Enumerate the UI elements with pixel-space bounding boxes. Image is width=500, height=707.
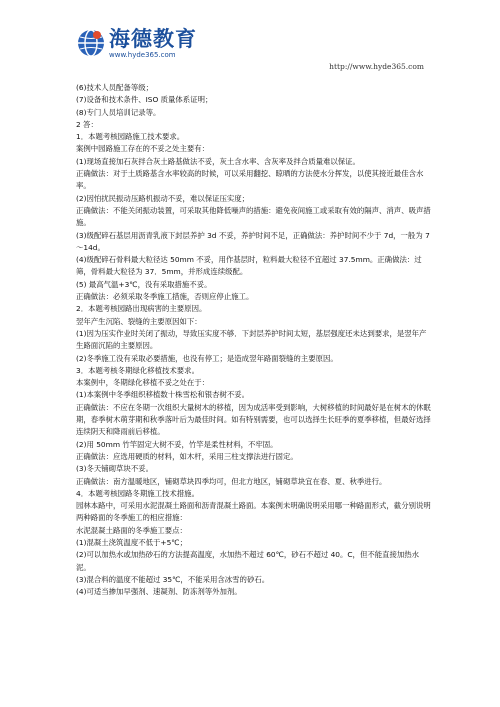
- site-url-link[interactable]: http://www.hyde365.com: [329, 62, 424, 71]
- text-line: (1)现场直接加石灰拌合灰土路基做法不妥，灰土含水率、含灰率及拌合质量难以保证。: [76, 156, 360, 166]
- text-line: (4)级配碎石骨料最大粒径达 50mm 不妥，用作基层时，粒料最大粒径不宜超过 37.5mm。正确做法：过筛，骨料最大粒径为 37．5mm，并形成连续级配。: [76, 255, 422, 277]
- text-line: (2)冬季施工没有采取必要措施，也没有停工；是造成翌年路面裂缝的主要原因。: [76, 353, 338, 363]
- document-body: [76, 82, 432, 598]
- text-line: 4．本题考核园路冬期施工技术措施。: [76, 488, 199, 498]
- text-line: (3)级配碎石基层用沥青乳液下封层养护 3d 不妥，养护时间不足，正确做法：养护时间不少于 7d，一般为 7～14d。: [76, 230, 430, 252]
- text-line: 正确做法：必须采取冬季施工措施，否则应停止施工。: [76, 292, 254, 302]
- text-line: 水泥混凝土路面的冬季施工要点：: [76, 525, 187, 535]
- text-line: 3．本题考核冬期绿化移植技术要求。: [76, 365, 199, 375]
- text-line: 园林本路中，可采用水泥混凝土路面和沥青混凝土路面。本案例未明确说明采用哪一种路面形式，截分别说明两种路面的冬季施工的相应措施：: [76, 501, 431, 523]
- text-line: (2)可以加热水或加热砂石的方法提高温度，水加热不超过 60℃，砂石不超过 40。C，但不能直接加热水泥。: [76, 550, 420, 572]
- text-line: 1．本题考核园路施工技术要求。: [76, 132, 185, 142]
- logo: [76, 26, 236, 62]
- logo-name: 海德教育: [109, 27, 197, 51]
- text-line: 本案例中，冬期绿化移植不妥之处在于：: [76, 378, 210, 388]
- text-line: 翌年产生沉陷、裂缝的主要原因如下：: [76, 316, 202, 326]
- text-line: 2．本题考核园路出现病害的主要原因。: [76, 304, 207, 314]
- text-line: 正确做法：应选用硬质的材料，如木杆，采用三柱支撑法进行固定。: [76, 451, 298, 461]
- text-line: (8)专门人员培训记录等。: [76, 107, 161, 117]
- text-line: (5) 最高气温+3℃，没有采取措施不妥。: [76, 279, 212, 289]
- text-line: (2)用 50mm 竹竿固定大树不妥，竹竿是柔性材料，不牢固。: [76, 439, 278, 449]
- text-line: (1)因为压实作业时关闭了振动，导致压实度不够．下封层养护时间太短，基层强度还未达到要求，是翌年产生路面沉陷的主要原因。: [76, 328, 427, 351]
- text-line: (2)因怕扰民振动压路机振动不妥，难以保证压实度；: [76, 193, 250, 203]
- text-line: 2 答：: [76, 119, 98, 129]
- text-line: (3)冬天铺砌草块不妥。: [76, 464, 153, 474]
- text-line: 案例中园路施工存在的不妥之处主要有：: [76, 144, 210, 154]
- text-line: 正确做法：南方温暖地区，铺砌草块四季均可，但北方地区，铺砌草块宜在春、夏、秋季进行。: [76, 476, 387, 486]
- logo-url: www.hyde365.com: [109, 51, 176, 59]
- text-line: (3)混合料的温度不能超过 35℃，不能采用含冰雪的砂石。: [76, 574, 270, 584]
- text-line: (1)混凝土浇筑温度不低于+5℃；: [76, 537, 187, 547]
- text-line: (7)设备和技术条件、ISO 质量体系证明；: [76, 95, 213, 105]
- text-line: (6)技术人员配备等级；: [76, 83, 153, 92]
- logo-globe-icon: [76, 28, 106, 58]
- page-header: [0, 0, 500, 82]
- text-line: 正确做法：不能关闭振动装置，可采取其他降低噪声的措施：避免夜间施工或采取有效的隔声、消声、吸声措施。: [76, 205, 431, 228]
- text-line: 正确做法：对于土质路基含水率较高的时候，可以采用翻挖、晾晒的方法使水分挥发，以使其接近最佳含水率。: [76, 169, 424, 191]
- text-line: (1)本案例中冬季组织移植数十株雪松和银杏树不妥。: [76, 390, 250, 400]
- text-line: (4)可适当掺加早强剂、速凝剂、防冻剂等外加剂。: [76, 587, 242, 597]
- text-line: 正确做法：不应在冬期一次组织大量树木的移植，因为成活率受到影响，大树移植的时间最好是在树木的休眠期，春季树木萌芽期和秋季落叶后为最佳时间。如有特别需要，也可以选择生长旺季的夏季移植，但最好选择连续阴天和降雨前后移植。: [76, 402, 431, 437]
